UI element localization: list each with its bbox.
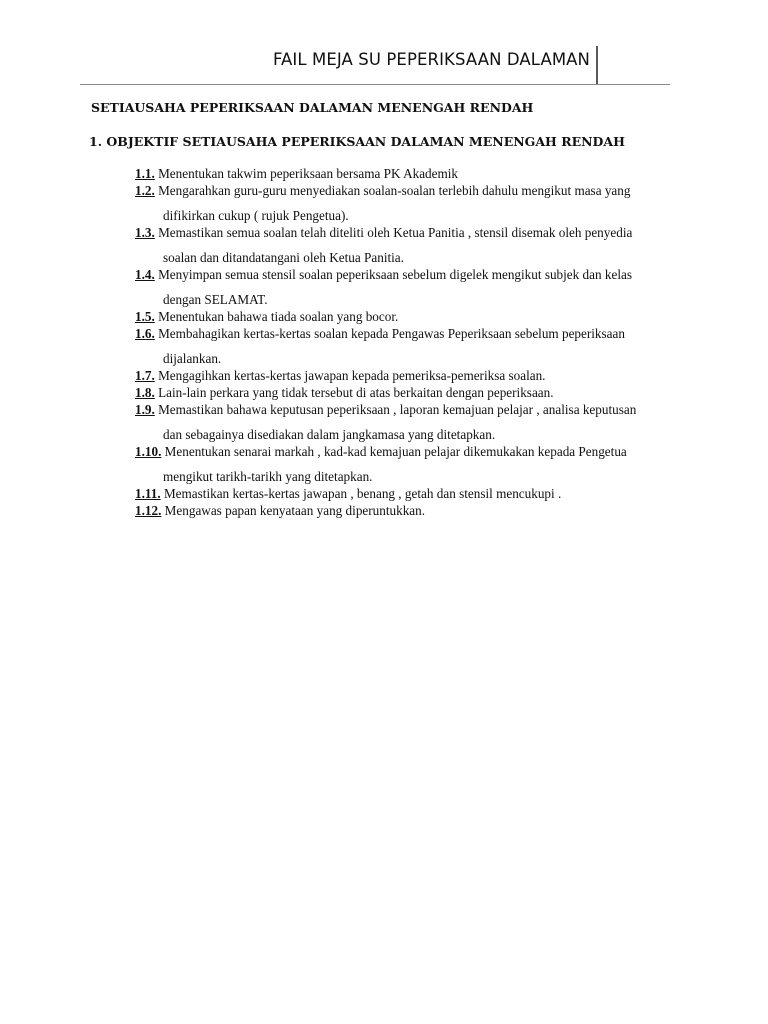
list-item-line [135,443,675,460]
page-header [80,44,670,85]
item-text: Memastikan bahawa keputusan peperiksaan , laporan kemajuan pelajar , analisa keputusan [154,402,637,417]
list-item [135,182,675,224]
item-text: Menentukan bahawa tiada soalan yang bocor. [154,309,399,324]
list-item [135,325,675,367]
list-item [135,224,675,266]
list-item [135,165,675,182]
item-text: Mengarahkan guru-guru menyediakan soalan-soalan terlebih dahulu mengikut masa yang [154,183,631,198]
item-number: 1.5. [135,309,155,324]
item-number: 1.8. [135,385,155,400]
list-item-line [135,224,675,241]
list-item [135,485,675,502]
item-number: 1.3. [135,225,155,240]
item-text: Menentukan senarai markah , kad-kad kemajuan pelajar dikemukakan kepada Pengetua [161,444,627,459]
item-text-continuation: dengan SELAMAT. [163,292,268,307]
item-number: 1.10. [135,444,162,459]
item-number: 1.2. [135,183,155,198]
header-vertical-rule [596,46,598,84]
list-item [135,308,675,325]
list-item-line [135,502,675,519]
item-number: 1.9. [135,402,155,417]
list-item [135,367,675,384]
document-title: SETIAUSAHA PEPERIKSAAN DALAMAN MENENGAH RENDAH [91,100,534,115]
item-text-continuation: dan sebagainya disediakan dalam jangkamasa yang ditetapkan. [163,427,496,442]
item-text: Memastikan kertas-kertas jawapan , benang , getah dan stensil mencukupi . [160,486,562,501]
item-number: 1.7. [135,368,155,383]
list-item-line [135,165,675,182]
item-text-continuation: mengikut tarikh-tarikh yang ditetapkan. [163,469,373,484]
list-item [135,401,675,443]
list-item [135,266,675,308]
item-text-continuation: difikirkan cukup ( rujuk Pengetua). [163,208,349,223]
item-number: 1.1. [135,166,155,181]
list-item [135,443,675,485]
objectives-list [135,165,675,519]
list-item [135,502,675,519]
list-item-line [135,308,675,325]
list-item-line [135,401,675,418]
item-number: 1.11. [135,486,161,501]
item-number: 1.4. [135,267,155,282]
item-text: Mengawas papan kenyataan yang diperuntukkan. [161,503,426,518]
item-number: 1.6. [135,326,155,341]
list-item-line [135,182,675,199]
list-item-line [135,325,675,342]
item-number: 1.12. [135,503,162,518]
list-item-line [135,384,675,401]
list-item-line [135,266,675,283]
item-text: Mengagihkan kertas-kertas jawapan kepada pemeriksa-pemeriksa soalan. [154,368,546,383]
item-text: Lain-lain perkara yang tidak tersebut di atas berkaitan dengan peperiksaan. [154,385,554,400]
list-item-line [135,485,675,502]
item-text-continuation: dijalankan. [163,351,222,366]
item-text-continuation: soalan dan ditandatangani oleh Ketua Panitia. [163,250,404,265]
item-text: Menyimpan semua stensil soalan peperiksaan sebelum digelek mengikut subjek dan kelas [154,267,632,282]
list-item [135,384,675,401]
item-text: Memastikan semua soalan telah diteliti oleh Ketua Panitia , stensil disemak oleh penyedia [154,225,633,240]
section-heading: 1. OBJEKTIF SETIAUSAHA PEPERIKSAAN DALAMAN MENENGAH RENDAH [89,134,625,149]
list-item-line [135,367,675,384]
item-text: Membahagikan kertas-kertas soalan kepada Pengawas Peperiksaan sebelum peperiksaan [154,326,625,341]
item-text: Menentukan takwim peperiksaan bersama PK Akademik [154,166,459,181]
header-title: FAIL MEJA SU PEPERIKSAAN DALAMAN [272,50,590,69]
